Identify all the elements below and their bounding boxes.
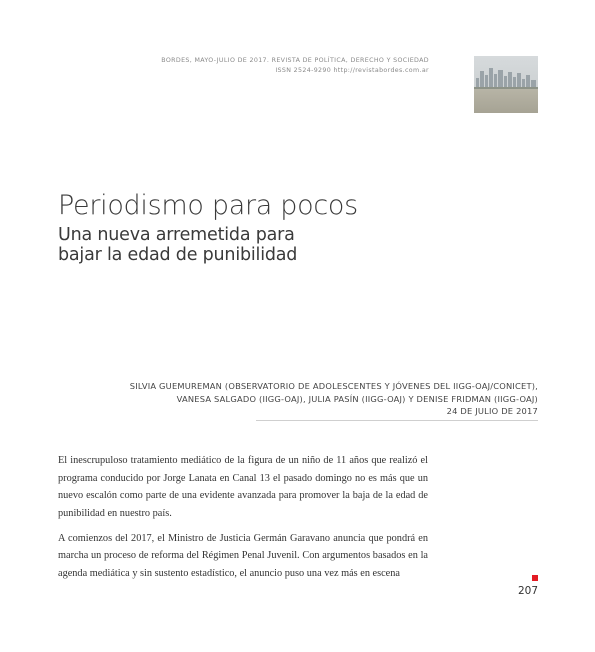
article-subtitle-line-2: bajar la edad de punibilidad <box>58 245 298 265</box>
masthead-line-2: ISSN 2524-9290 http://revistabordes.com.ar <box>275 67 429 74</box>
masthead-line-1: BORDES, MAYO-JULIO DE 2017. REVISTA DE POLÍTICA, DERECHO Y SOCIEDAD <box>161 57 429 64</box>
author-block <box>130 380 538 418</box>
page-number: 207 <box>517 585 538 597</box>
article-subtitle-line-1: Una nueva arremetida para <box>58 225 295 245</box>
cover-photo <box>474 56 538 113</box>
author-divider <box>256 420 538 421</box>
page-number-marker <box>532 575 538 581</box>
body-paragraph-1: El inescrupuloso tratamiento mediático de la figura de un niño de 11 años que realizó el programa conducido por Jorge Lanata en Canal 13 el pasado domingo no es más que un nuevo escalón como parte de una evidente avanzada para promover la baja de la edad de punibilidad en nuestro país. <box>58 455 428 519</box>
article-title: Periodismo para pocos <box>58 190 358 221</box>
journal-masthead <box>161 56 429 76</box>
title-block <box>58 190 358 265</box>
article-body <box>58 452 428 590</box>
authors-line-1: SILVIA GUEMUREMAN (OBSERVATORIO DE ADOLESCENTES Y JÓVENES DEL IIGG-OAJ/CONICET), <box>129 381 538 391</box>
city-skyline-image <box>474 56 538 113</box>
publication-date: 24 DE JULIO DE 2017 <box>446 406 538 416</box>
authors-line-2: VANESA SALGADO (IIGG-OAJ), JULIA PASÍN (IIGG-OAJ) Y DENISE FRIDMAN (IIGG-OAJ) <box>176 393 538 404</box>
body-paragraph-2: A comienzos del 2017, el Ministro de Justicia Germán Garavano anuncia que pondrá en marcha un proceso de reforma del Régimen Penal Juvenil. Con argumentos basados en la agenda mediática y sin sustento estadístico, el anuncio puso una vez más en escena <box>58 532 428 580</box>
